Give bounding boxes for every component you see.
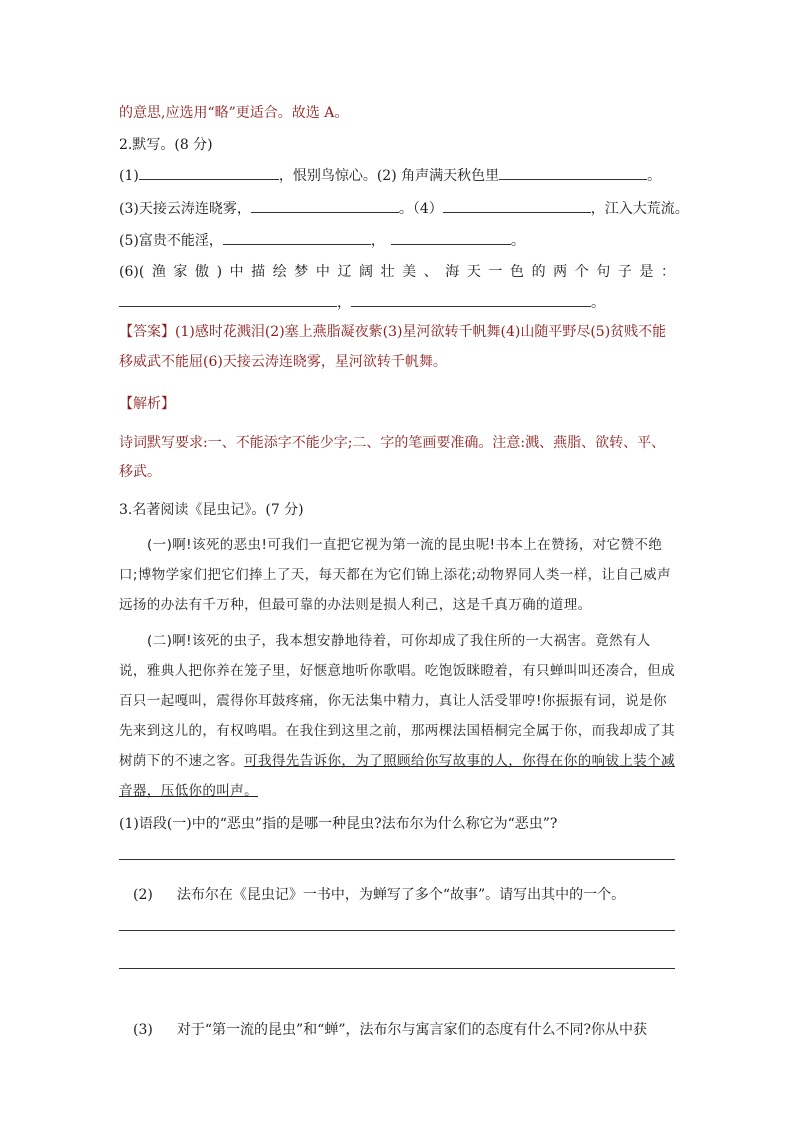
fill-blank-4[interactable]	[443, 198, 591, 213]
underlined-sentence: 可我得先告诉你，为了照顾给你写故事的人，你得在你的响钹上装个减音器，压低你的叫声。	[119, 753, 676, 799]
intro-line: 的意思,应选用“略”更适合。故选 A。	[119, 105, 349, 121]
q2-line-4: (6)(渔家傲)中描绘梦中辽阔壮美、海天一色的两个句子是：	[119, 264, 675, 280]
answer-line-1: 【答案】(1)感时花溅泪(2)塞上燕脂凝夜紫(3)星河欲转千帆舞(4)山随平野尽(5)贫贱不能	[119, 324, 667, 340]
fill-blank-7[interactable]	[119, 292, 337, 307]
answer-line-sub2-a[interactable]	[119, 930, 675, 931]
q3-sub3: (3) 对于“第一流的昆虫”和“蝉”，法布尔与寓言家们的态度有什么不同?你从中获	[133, 1022, 647, 1038]
answer-line-2: 移威武不能屈(6)天接云涛连晓雾，星河欲转千帆舞。	[119, 354, 447, 370]
fill-blank-8[interactable]	[351, 292, 591, 307]
answer-line-sub1[interactable]	[119, 859, 675, 860]
fill-blank-2[interactable]	[499, 165, 647, 180]
q2-title: 2.默写。(8 分)	[119, 137, 213, 153]
fill-blank-6[interactable]	[391, 230, 511, 245]
fill-blank-3[interactable]	[251, 198, 399, 213]
answer-line-sub2-b[interactable]	[119, 968, 675, 969]
q3-title: 3.名著阅读《昆虫记》。(7 分)	[119, 502, 304, 518]
q2-line-5: ， 。	[119, 292, 605, 313]
analysis-line-2: 移武。	[119, 464, 161, 480]
passage-2: (二)啊!该死的虫子，我本想安静地待着，可你却成了我住所的一大祸害。竟然有人说，雅典人把你养在笼子里，好惬意地听你歌唱。吃饱饭眯瞪着，有只蝉叫叫还凑合，但成百只一起嘎叫，震得你耳鼓疼痛，你无法集中精力，真让人活受罪哼!你振振有词，说是你先来到这儿的，有权鸣唱。在我住到这里之前，那两棵法国梧桐完全属于你，而我却成了其树荫下的不速之客。可我得先告诉你，为了照顾给你写故事的人，你得在你的响钹上装个减音器，压低你的叫声。	[119, 633, 676, 799]
analysis-line-1: 诗词默写要求:一、不能添字不能少字;二、字的笔画要准确。注意:溅、燕脂、欲转、平、	[119, 435, 666, 451]
passage-1: (一)啊!该死的恶虫!可我们一直把它视为第一流的昆虫呢!书本上在赞扬，对它赞不绝口;博物学家们把它们捧上了天，每天都在为它们锦上添花;动物界同人类一样，让自己威声远扬的办法有千万种，但最可靠的办法则是损人利己，这是千真万确的道理。	[119, 537, 671, 613]
q2-line-1: (1) ，恨别鸟惊心。(2) 角声满天秋色里 。	[119, 165, 661, 186]
analysis-label: 【解析】	[119, 396, 175, 412]
q2-line-3: (5)富贵不能淫， ， 。	[119, 230, 525, 251]
q3-sub2: (2) 法布尔在《昆虫记》一书中，为蝉写了多个“故事”。请写出其中的一个。	[133, 887, 626, 903]
answer-label: 【答案】	[119, 324, 175, 340]
fill-blank-1[interactable]	[139, 165, 279, 180]
fill-blank-5[interactable]	[223, 230, 371, 245]
q2-line-2: (3)天接云涛连晓雾， 。（4） ，江入大荒流。	[119, 198, 689, 219]
q3-sub1: (1)语段(一)中的“恶虫”指的是哪一种昆虫?法布尔为什么称它为“恶虫”?	[119, 816, 558, 832]
